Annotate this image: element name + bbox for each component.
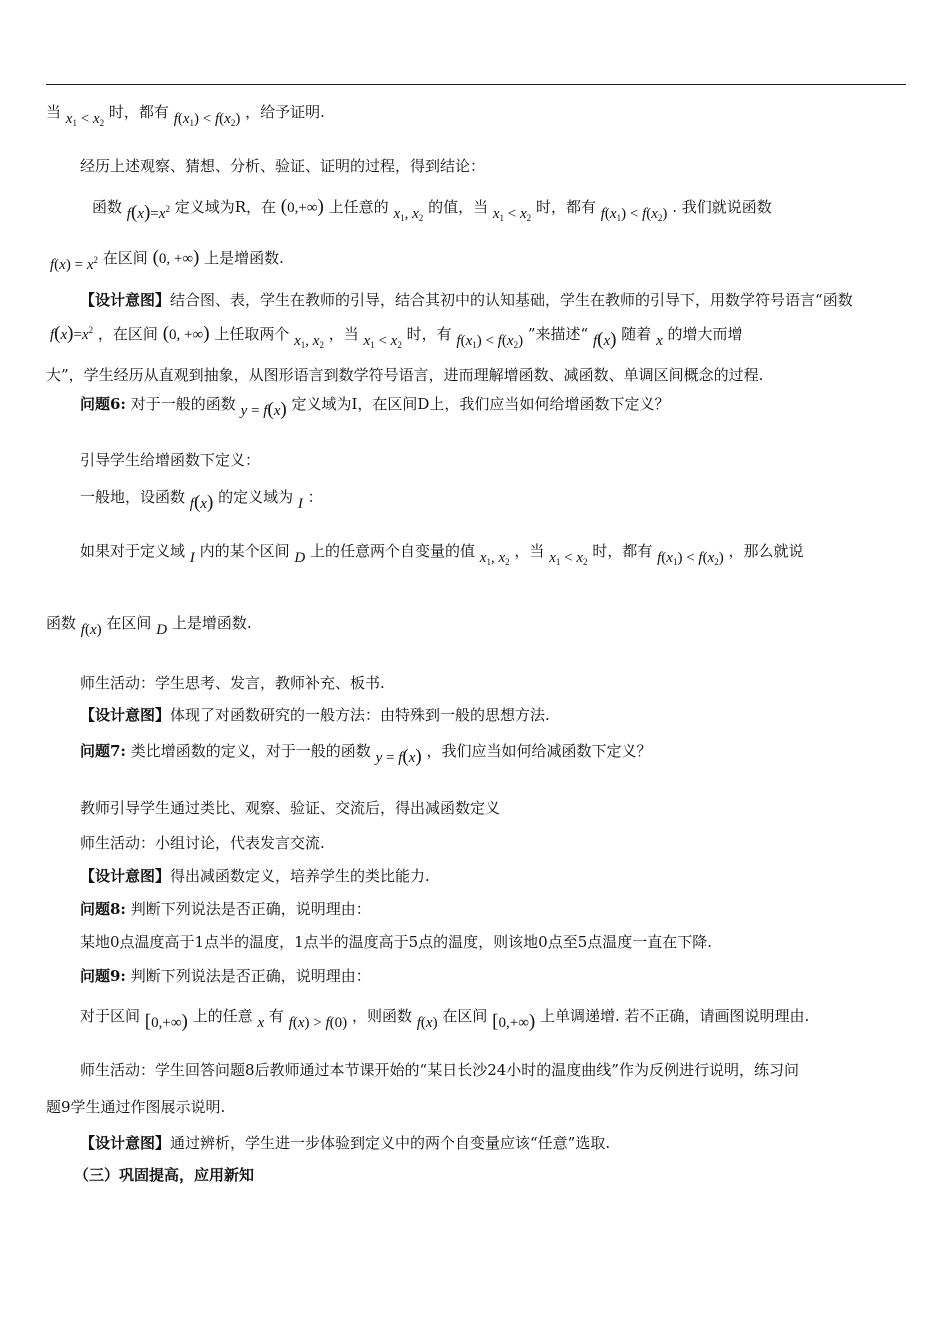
math-interval-0-inf: (0, +∞)	[162, 323, 210, 344]
math-x1-lt-x2: $x_1 < x_2$	[363, 333, 402, 350]
line-17: 师生活动：小组讨论，代表发言交流.	[80, 834, 325, 852]
design-intent-label: 【设计意图】	[80, 706, 171, 724]
line-07: 大”，学生经历从直观到抽象，从图形语言到数学符号语言，进而理解增函数、减函数、单调区间概念的过程.	[46, 366, 764, 384]
math-x: x	[656, 333, 663, 349]
math-x1-lt-x2: $x_1 < x_2$	[65, 111, 105, 128]
math-fx1-lt-fx2: $f(x_1) < f(x_2)$	[657, 550, 724, 567]
math-x1-x2: $x_1$, $x_2$	[393, 206, 424, 223]
question-8-label: 问题8:	[80, 900, 126, 918]
design-intent-label: 【设计意图】	[80, 291, 171, 309]
math-D: D	[156, 622, 168, 638]
math-x1-lt-x2: $x_1 < x_2$	[492, 206, 532, 223]
math-interval-closed-0-inf: [0,+∞)	[492, 1011, 536, 1032]
math-fx: f(x)	[189, 492, 214, 513]
math-x: x	[257, 1015, 265, 1031]
math-y-eq-fx: y = f(x)	[375, 746, 422, 767]
line-10: 一般地，设函数 f(x) 的定义域为 I ：	[80, 488, 323, 513]
question-9-label: 问题9:	[80, 967, 126, 985]
line-09: 引导学生给增函数下定义：	[80, 451, 261, 469]
math-interval-0-inf: (0, +∞)	[152, 247, 200, 268]
math-I: I	[297, 496, 303, 512]
math-fx1-lt-fx2: $f(x_1) < f(x_2)$	[173, 111, 241, 128]
line-05: 【设计意图】结合图、表，学生在教师的引导，结合其初中的认知基础，学生在教师的引导下，用数学符号语言“函数	[80, 291, 853, 309]
line-20: 某地0点温度高于1点半的温度，1点半的温度高于5点的温度，则该地0点至5点温度一直在下降.	[80, 933, 713, 951]
question-6-label: 问题6:	[80, 395, 126, 413]
line-06: $f(x)=x^2$ ，在区间 (0, +∞) 上任取两个 $x_1$, $x_2$ ，当 $x_1 < x_2$ 时，有 $f(x_1) < f(x_2)$ ”来描述“ f(x) 随着 x 的增大而增	[50, 323, 743, 350]
math-x1-lt-x2: $x_1 < x_2$	[549, 550, 588, 567]
line-11: 如果对于定义域 I 内的某个区间 D 上的任意两个自变量的值 $x_1$, $x_2$ ，当 $x_1 < x_2$ 时，都有 $f(x_1) < f(x_2)$ ，那么就说	[80, 542, 804, 567]
math-fx-eq-x2: $f(x)=x^2$	[126, 202, 170, 223]
line-19: 问题8: 判断下列说法是否正确，说明理由：	[80, 900, 371, 918]
math-interval-0-inf: (0,+∞)	[280, 196, 324, 217]
math-fx1-lt-fx2: $f(x_1) < f(x_2)$	[600, 206, 668, 223]
math-x1-x2: $x_1$, $x_2$	[479, 550, 510, 567]
line-13: 师生活动：学生思考、发言，教师补充、板书.	[80, 674, 385, 692]
line-02: 经历上述观察、猜想、分析、验证、证明的过程，得到结论：	[80, 157, 486, 175]
line-12: 函数 f(x) 在区间 D 上是增函数.	[46, 614, 252, 638]
line-03: 函数 $f(x)=x^2$ 定义域为R，在 (0,+∞) 上任意的 $x_1$, $x_2$ 的值，当 $x_1 < x_2$ 时，都有 $f(x_1) < f(x_2)$ . 我们就说函数	[92, 196, 772, 223]
math-y-eq-fx: y = f(x)	[240, 399, 287, 420]
math-fx-eq-x2: $f(x) = x^2$	[50, 255, 98, 273]
line-23: 师生活动：学生回答问题8后教师通过本节课开始的“某日长沙24小时的温度曲线”作为反例进行说明，练习问	[80, 1061, 799, 1079]
math-fx1-lt-fx2: $f(x_1) < f(x_2)$	[456, 333, 524, 350]
line-15: 问题7: 类比增函数的定义，对于一般的函数 y = f(x) ，我们应当如何给减函数下定义？	[80, 742, 652, 767]
section-heading: （三）巩固提高，应用新知	[74, 1166, 255, 1184]
math-fx-gt-f0: f(x) > f(0)	[288, 1015, 348, 1031]
math-fx: f(x)	[80, 622, 102, 638]
line-24: 题9学生通过作图展示说明.	[46, 1098, 226, 1116]
line-22: 对于区间 [0,+∞) 上的任意 x 有 f(x) > f(0) ，则函数 f(x) 在区间 [0,+∞) 上单调递增. 若不正确，请画图说明理由.	[80, 1007, 810, 1032]
math-I: I	[189, 550, 195, 566]
line-21: 问题9: 判断下列说法是否正确，说明理由：	[80, 967, 371, 985]
line-18: 【设计意图】得出减函数定义，培养学生的类比能力.	[80, 867, 430, 885]
header-rule	[46, 84, 906, 85]
math-D: D	[294, 550, 306, 566]
design-intent-label: 【设计意图】	[80, 1134, 171, 1152]
math-fx-eq-x2: $f(x)=x^2$	[50, 323, 94, 344]
line-14: 【设计意图】体现了对函数研究的一般方法：由特殊到一般的思想方法.	[80, 706, 550, 724]
math-fx: f(x)	[592, 329, 617, 350]
line-25: 【设计意图】通过辨析，学生进一步体验到定义中的两个自变量应该“任意”选取.	[80, 1134, 611, 1152]
math-interval-closed-0-inf: [0,+∞)	[144, 1011, 188, 1032]
question-7-label: 问题7:	[80, 742, 126, 760]
math-x1-x2: $x_1$, $x_2$	[294, 333, 324, 350]
line-16: 教师引导学生通过类比、观察、验证、交流后，得出减函数定义	[80, 799, 501, 817]
design-intent-label: 【设计意图】	[80, 867, 171, 885]
line-01: 当 $x_1 < x_2$ 时，都有 $f(x_1) < f(x_2)$ ，给予证明.	[46, 103, 325, 128]
line-04: $f(x) = x^2$ 在区间 (0, +∞) 上是增函数.	[50, 247, 284, 273]
line-08: 问题6: 对于一般的函数 y = f(x) 定义域为I，在区间D上，我们应当如何给增函数下定义？	[80, 395, 670, 420]
math-fx: f(x)	[416, 1015, 438, 1031]
